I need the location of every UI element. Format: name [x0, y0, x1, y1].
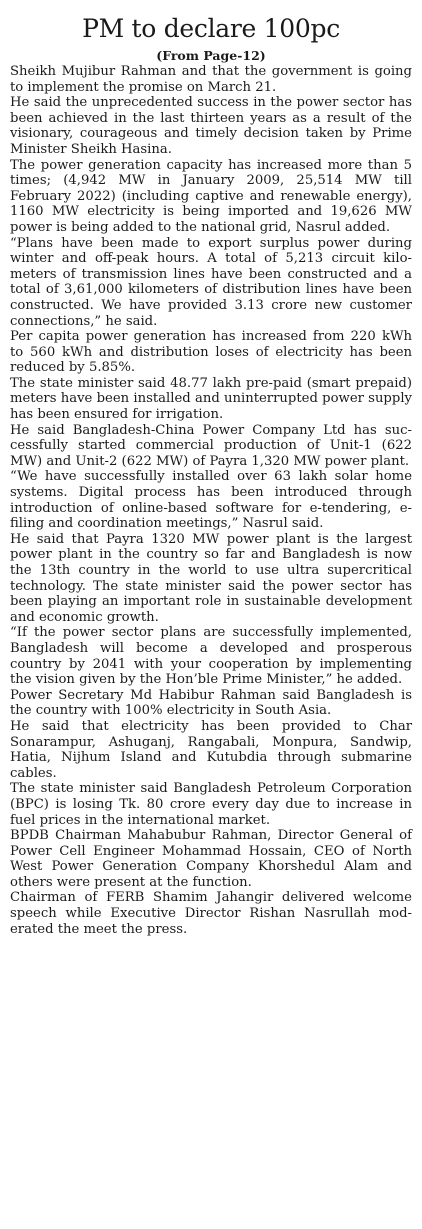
- paragraph: He said Bangladesh-China Power Company Ltd has successfully started commercial production of Unit-1 (622 MW) and Unit-2 (622 MW) of Payra 1,320 MW power plant.: [10, 422, 412, 469]
- paragraph: The state minister said Bangladesh Petroleum Corporation (BPC) is losing Tk. 80 crore every day due to increase in fuel prices in the international market.: [10, 781, 412, 828]
- paragraph: He said the unprecedented success in the power sector has been achieved in the last thirteen years as a result of the visionary, courageous and timely decision taken by Prime Minister Sheikh Hasina.: [10, 95, 412, 157]
- paragraph: The power generation capacity has increased more than 5 times; (4,942 MW in January 2009, 25,514 MW till February 2022) (including captive and renewable energy), 1160 MW electricity is being imported and 19,626 MW power is being added to the national grid, Nasrul added.: [10, 157, 412, 235]
- paragraph: “Plans have been made to export surplus power during winter and off-peak hours. A total of 5,213 circuit kilometers of transmission lines have been constructed and a total of 3,61,000 kilometers of distribution lines have been constructed. We have provided 3.13 crore new customer connections,” he said.: [10, 235, 412, 329]
- continuation-label: (From Page-12): [156, 48, 266, 63]
- paragraph: “We have successfully installed over 63 lakh solar home systems. Digital process has been introduced through introduction of online-based software for e-tendering, e-filing and coordination meetings,” Nasrul said.: [10, 469, 412, 532]
- paragraph: BPDB Chairman Mahabubur Rahman, Director General of Power Cell Engineer Mohammad Hossain, CEO of North West Power Generation Company Khorshedul Alam and others were present at the function.: [10, 828, 412, 890]
- paragraph: The state minister said 48.77 lakh pre-paid (smart prepaid) meters have been installed and uninterrupted power supply has been ensured for irrigation.: [10, 375, 412, 423]
- article-body: [10, 64, 412, 937]
- paragraph: Power Secretary Md Habibur Rahman said Bangladesh is the country with 100% electricity in South Asia.: [10, 687, 412, 719]
- paragraph: “If the power sector plans are successfully implemented, Bangladesh will become a developed and prosperous country by 2041 with your cooperation by implementing the vision given by the Hon’ble Prime Minister,” he added.: [10, 625, 412, 688]
- paragraph: He said that Payra 1320 MW power plant is the largest power plant in the country so far and Bangladesh is now the 13th country in the world to use ultra supercritical technology. The state minister said the power sector has been playing an important role in sustainable development and economic growth.: [10, 531, 412, 625]
- paragraph: Chairman of FERB Shamim Jahangir delivered welcome speech while Executive Director Rishan Nasrullah moderated the meet the press.: [10, 890, 412, 937]
- paragraph: Per capita power generation has increased from 220 kWh to 560 kWh and distribution loses of electricity has been reduced by 5.85%.: [10, 329, 412, 376]
- paragraph: Sheikh Mujibur Rahman and that the government is going to implement the promise on March 21.: [10, 64, 412, 95]
- paragraph: He said that electricity has been provided to Char Sonarampur, Ashuganj, Rangabali, Monpura, Sandwip, Hatia, Nijhum Island and Kutubdia through submarine cables.: [10, 718, 412, 781]
- headline: PM to declare 100pc: [82, 14, 340, 43]
